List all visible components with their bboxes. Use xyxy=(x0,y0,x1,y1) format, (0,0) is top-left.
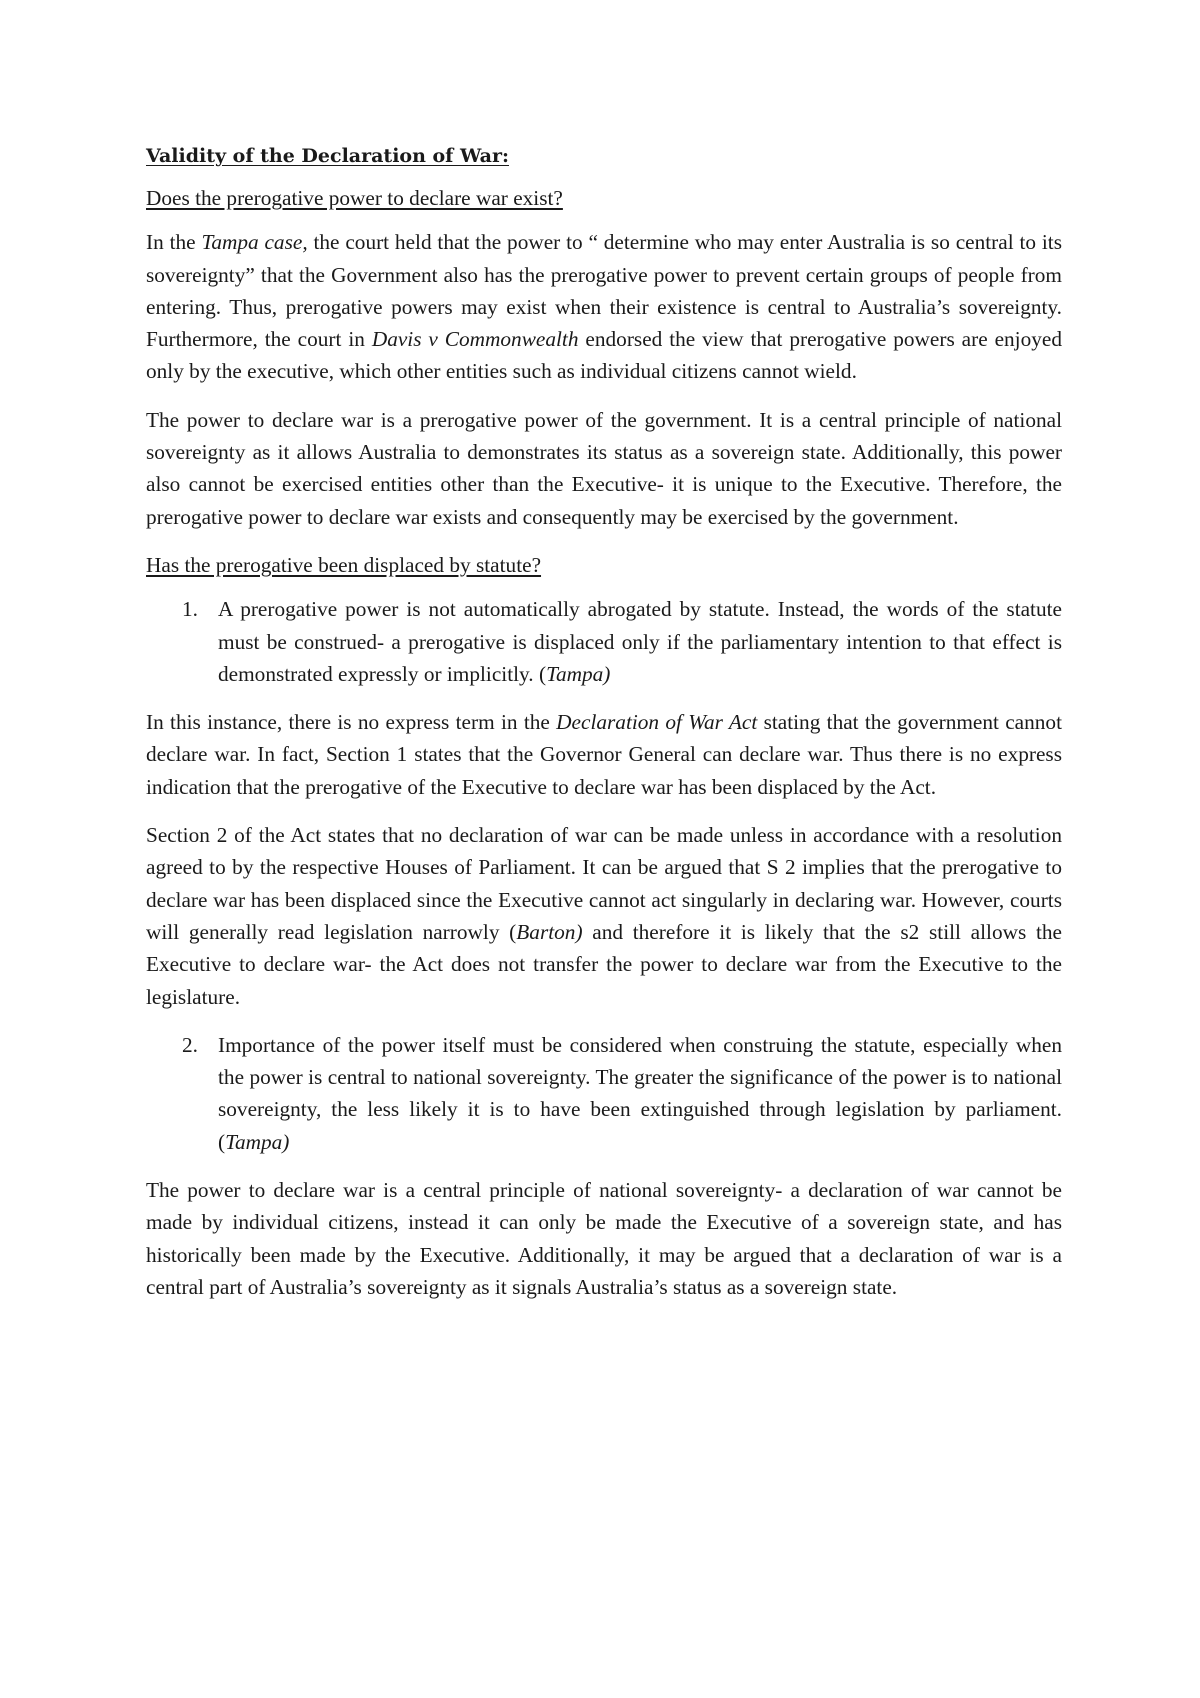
paragraph-express-term xyxy=(146,706,1062,803)
text-run: A prerogative power is not automatically abrogated by statute. Instead, the words of the statute must be construed- a prerogative is displaced only if the parliamentary intention to that effect is demonstrated expressly or implicitly. ( xyxy=(218,597,1062,686)
document-page xyxy=(146,140,1062,1319)
paragraph-power-to-declare-war: The power to declare war is a prerogative power of the government. It is a central principle of national sovereignty as it allows Australia to demonstrates its status as a sovereign state. Additionally, this power also cannot be exercised entities other than the Executive- it is unique to the Executive. Therefore, the prerogative power to declare war exists and consequently may be exercised by the government. xyxy=(146,407,1062,529)
text-run: Importance of the power itself must be considered when construing the statute, especially when the power is central to national sovereignty. The greater the significance of the power is to national sovereignty, the less likely it is to have been extinguished through legislation by parliament. ( xyxy=(218,1032,1062,1154)
section-heading-displaced-by-statute: Has the prerogative been displaced by statute? xyxy=(146,552,542,577)
text-run: the court held that the power to “ determine who may enter Australia is so central to its sovereignty” that the Government also has the prerogative power to prevent certain groups of people from entering. Thus, prerogative powers may exist when their existence is central to Australia’s sovereignty. Furthermore, the court in xyxy=(146,230,1062,352)
paragraph-section-2 xyxy=(146,819,1062,1013)
text-run: and therefore it is likely that the s2 still allows the Executive to declare war- the Act does not transfer the power to declare war from the Executive to the legislature. xyxy=(146,919,1063,1009)
list-item-2 xyxy=(146,1029,1062,1158)
paragraph-tampa-case xyxy=(146,226,1062,387)
list-number: 2. xyxy=(182,1032,198,1057)
text-run: endorsed the view that prerogative powers are enjoyed only by the executive, which other entities such as individual citizens cannot wield. xyxy=(146,327,1062,384)
document-title: Validity of the Declaration of War: xyxy=(146,145,509,167)
section-heading-prerogative-exists: Does the prerogative power to declare war exist? xyxy=(146,186,563,210)
list-number: 1. xyxy=(182,597,198,622)
text-run: stating that the government cannot declare war. In fact, Section 1 states that the Governor General can declare war. Thus there is no express indication that the prerogative of the Executive to declare war has been displaced by the Act. xyxy=(146,710,1062,799)
case-name-tampa: Tampa case, xyxy=(201,230,308,255)
case-name-barton: Barton) xyxy=(516,919,583,944)
text-run: In the xyxy=(146,230,202,255)
paragraph-central-principle: The power to declare war is a central principle of national sovereignty- a declaration of war cannot be made by individual citizens, instead it can only be made the Executive of a sovereign state, and has historically been made by the Executive. Additionally, it may be argued that a declaration of war is a central part of Australia’s sovereignty as it signals Australia’s status as a sovereign state. xyxy=(146,1178,1062,1299)
case-name-davis: Davis v Commonwealth xyxy=(371,327,579,352)
case-name-tampa: Tampa) xyxy=(225,1129,290,1154)
case-name-tampa: Tampa) xyxy=(546,661,611,686)
text-run: Section 2 of the Act states that no declaration of war can be made unless in accordance with a resolution agreed to by the respective Houses of Parliament. It can be argued that S 2 implies that the prerogative to declare war has been displaced since the Executive cannot act singularly in declaring war. However, courts will generally read legislation narrowly ( xyxy=(146,823,1062,944)
act-name: Declaration of War Act xyxy=(556,710,758,735)
text-run: In this instance, there is no express term in the xyxy=(146,710,557,735)
list-item-1 xyxy=(146,593,1062,690)
